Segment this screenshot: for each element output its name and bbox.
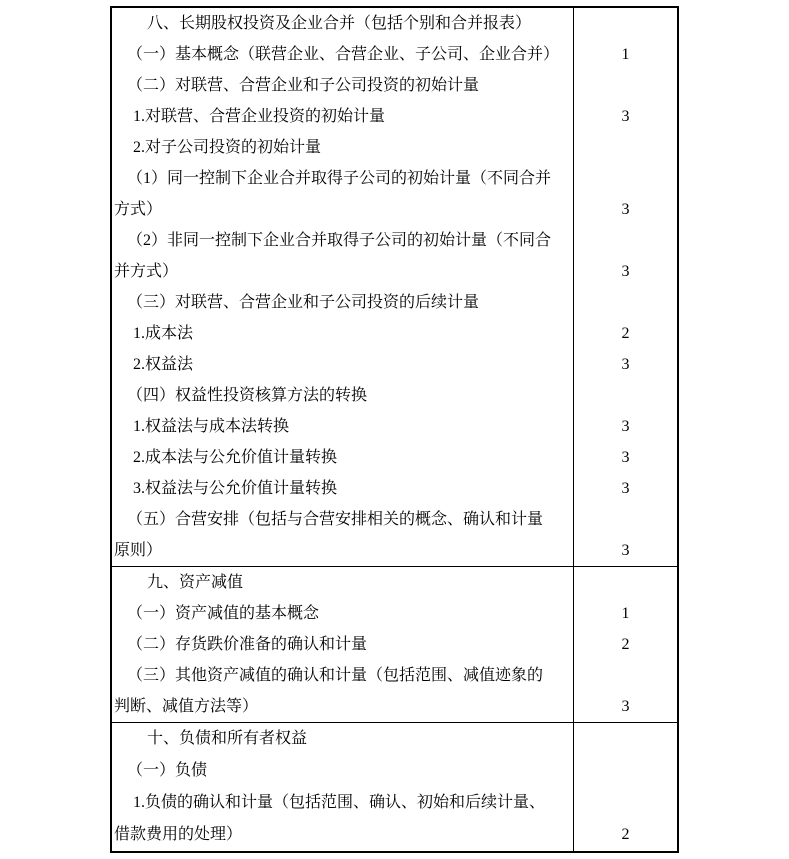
table-section-9 [112, 566, 677, 722]
table-section-8 [112, 8, 677, 566]
topic-text: 1.权益法与成本法转换 [133, 418, 290, 435]
table-row [112, 723, 677, 755]
score-cell: 3 [573, 349, 677, 380]
topic-text: 2.成本法与公允价值计量转换 [133, 449, 338, 466]
topic-cell [112, 318, 573, 349]
table-row [112, 318, 677, 349]
topic-cell [112, 287, 573, 318]
score-cell [573, 225, 677, 256]
topic-cell [112, 473, 573, 504]
topic-text: （二）存货跌价准备的确认和计量 [127, 636, 368, 653]
topic-cell [112, 132, 573, 163]
topic-text: （五）合营安排（包括与合营安排相关的概念、确认和计量 [127, 511, 544, 528]
table-row [112, 755, 677, 787]
topic-cell [112, 442, 573, 473]
table-row [112, 349, 677, 380]
score-cell [573, 380, 677, 411]
topic-text: （二）对联营、合营企业和子公司投资的初始计量 [127, 77, 480, 94]
topic-text: 九、资产减值 [147, 574, 244, 591]
topic-cell [112, 101, 573, 132]
score-cell: 3 [573, 691, 677, 722]
table-row [112, 473, 677, 504]
table-row [112, 691, 677, 722]
table-row [112, 39, 677, 70]
topic-cell [112, 691, 573, 722]
topic-cell [112, 819, 573, 851]
topic-text: 判断、减值方法等） [114, 698, 259, 715]
table-row [112, 163, 677, 194]
table-row [112, 194, 677, 225]
score-cell [573, 8, 677, 39]
table-row [112, 567, 677, 598]
topic-cell [112, 225, 573, 256]
score-cell: 2 [573, 318, 677, 349]
topic-text: 2.对子公司投资的初始计量 [133, 139, 322, 156]
topic-cell [112, 70, 573, 101]
topic-text: 并方式） [114, 263, 179, 280]
topic-cell [112, 660, 573, 691]
topic-cell [112, 629, 573, 660]
table-row [112, 225, 677, 256]
topic-cell [112, 598, 573, 629]
topic-cell [112, 256, 573, 287]
score-cell: 3 [573, 442, 677, 473]
score-cell: 3 [573, 101, 677, 132]
table-row [112, 504, 677, 535]
score-cell: 3 [573, 535, 677, 566]
topic-cell [112, 194, 573, 225]
score-cell [573, 755, 677, 787]
score-cell [573, 504, 677, 535]
table-row [112, 819, 677, 851]
table-row [112, 598, 677, 629]
score-cell [573, 163, 677, 194]
table-row [112, 660, 677, 691]
table-row [112, 287, 677, 318]
topic-text: 3.权益法与公允价值计量转换 [133, 480, 338, 497]
score-cell: 1 [573, 39, 677, 70]
score-cell [573, 723, 677, 755]
topic-cell [112, 723, 573, 755]
table-row [112, 411, 677, 442]
score-cell: 2 [573, 819, 677, 851]
topic-text: （一）负债 [127, 762, 208, 779]
topic-text: （四）权益性投资核算方法的转换 [127, 387, 368, 404]
topic-text: 十、负债和所有者权益 [147, 730, 308, 747]
score-cell: 2 [573, 629, 677, 660]
topic-cell [112, 787, 573, 819]
score-cell [573, 132, 677, 163]
table-row [112, 101, 677, 132]
score-cell: 3 [573, 473, 677, 504]
topic-text: 方式） [114, 201, 163, 218]
topic-cell [112, 349, 573, 380]
topic-cell [112, 504, 573, 535]
table-section-10 [112, 722, 677, 851]
topic-cell [112, 380, 573, 411]
topic-cell [112, 39, 573, 70]
table-row [112, 787, 677, 819]
table-row [112, 629, 677, 660]
topic-text: （一）资产减值的基本概念 [127, 605, 320, 622]
topic-text: 1.成本法 [133, 325, 194, 342]
topic-cell [112, 411, 573, 442]
table-row [112, 535, 677, 566]
score-cell [573, 287, 677, 318]
score-cell: 3 [573, 256, 677, 287]
score-cell: 3 [573, 411, 677, 442]
table-row [112, 8, 677, 39]
score-cell [573, 787, 677, 819]
score-cell [573, 70, 677, 101]
topic-text: 借款费用的处理） [114, 826, 243, 843]
score-cell [573, 660, 677, 691]
table-row [112, 380, 677, 411]
topic-text: 1.对联营、合营企业投资的初始计量 [133, 108, 386, 125]
table-row [112, 256, 677, 287]
topic-text: 八、长期股权投资及企业合并（包括个别和合并报表） [147, 15, 532, 32]
topic-text: 原则） [114, 542, 163, 559]
topic-text: 1.负债的确认和计量（包括范围、确认、初始和后续计量、 [133, 794, 546, 811]
topic-text: 2.权益法 [133, 356, 194, 373]
topic-text: （三）对联营、合营企业和子公司投资的后续计量 [127, 294, 480, 311]
score-cell: 3 [573, 194, 677, 225]
topic-text: （三）其他资产减值的确认和计量（包括范围、减值迹象的 [127, 667, 544, 684]
table-row [112, 442, 677, 473]
topic-text: （2）非同一控制下企业合并取得子公司的初始计量（不同合 [127, 232, 552, 249]
topic-cell [112, 755, 573, 787]
syllabus-table [110, 6, 679, 853]
topic-cell [112, 535, 573, 566]
score-cell [573, 567, 677, 598]
topic-cell [112, 8, 573, 39]
table-row [112, 132, 677, 163]
score-cell: 1 [573, 598, 677, 629]
table-row [112, 70, 677, 101]
topic-cell [112, 567, 573, 598]
topic-text: （一）基本概念（联营企业、合营企业、子公司、企业合并） [127, 46, 560, 63]
topic-text: （1）同一控制下企业合并取得子公司的初始计量（不同合并 [127, 170, 552, 187]
topic-cell [112, 163, 573, 194]
